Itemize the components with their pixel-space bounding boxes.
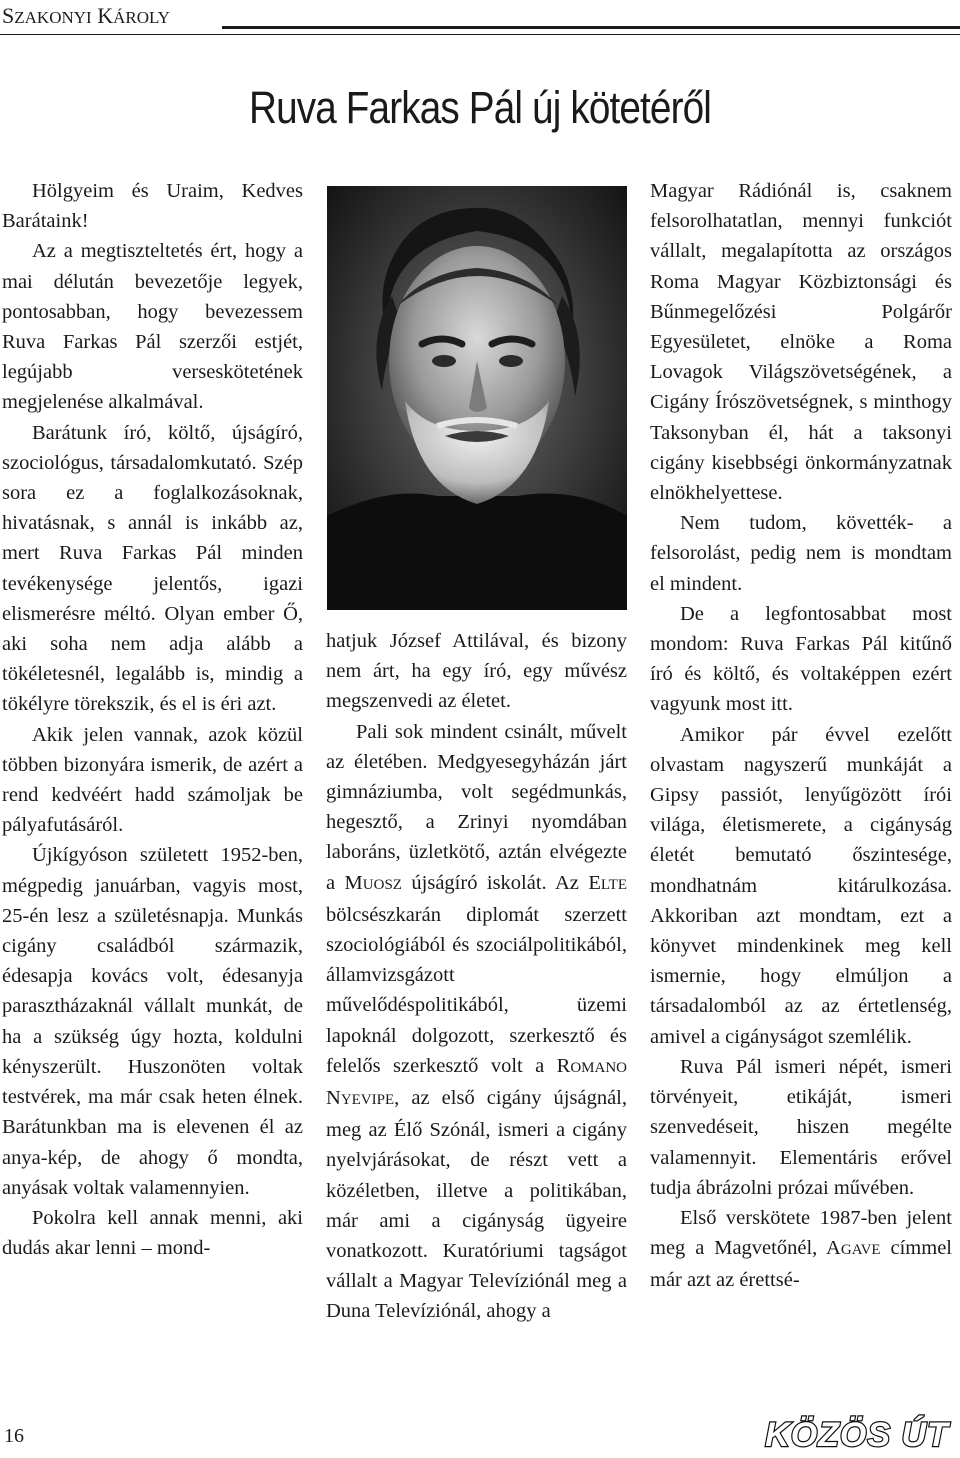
abbr-small-caps: UOSZ <box>362 876 402 893</box>
paragraph: Magyar Rádiónál is, csaknem felsorolhatatlan, mennyi funkciót vállalt, megalapította az országos Roma Magyar Közbiztonsági és Bűnmegelőzési Polgárőr Egyesületet, elnöke a Roma Lovagok Világszövetségének, a Cigány Írószövetségnek, s minthogy Taksonyban él, hát a taksonyi cigány kisebbségi önkormányzatnak elnökhelyettese. <box>650 180 952 505</box>
author-rest-1: ZAKONYI <box>14 8 92 27</box>
abbr-initial: A <box>826 1237 841 1260</box>
text-run: Első verskötete 1987-ben jelent meg a Magvetőnél, <box>650 1206 952 1260</box>
author-portrait-photo <box>327 186 627 610</box>
paragraph: De a legfontosabbat most mondom: Ruva Farkas Pál kitűnő író és költő, és voltaképpen ezért vagyunk most itt. <box>650 602 952 716</box>
text-column-2 <box>326 626 627 1327</box>
paragraph: Az a megtiszteltetés ért, hogy a mai délután bevezetője legyek, pontosabban, hogy bevezessem Ruva Farkas Pál szerzői estjét, legújabb verseskötetének megjelenése alkalmával. <box>2 240 303 414</box>
text-run: , az első cigány újságnál, meg az Élő Szónál, ismeri a cigány nyelvjárásokat, de részt vett a közéletben, illetve a politikában, már ami a cigányság ügyeire vonatkozott. Kuratóriumi tagságot vállalt a Magyar Televíziónál meg a Duna Televíziónál, ahogy a <box>326 1087 627 1323</box>
abbr-small-caps: GAVE <box>840 1242 881 1259</box>
author-initial-2: K <box>97 3 114 28</box>
article-title: Ruva Farkas Pál új kötetéről <box>248 82 712 133</box>
abbr-initial: N <box>326 1087 341 1110</box>
portrait-image <box>327 186 627 610</box>
paragraph: Pokolra kell annak menni, aki dudás akar lenni – mond- <box>2 1206 303 1260</box>
page-number: 16 <box>4 1425 24 1447</box>
text-run: címmel már azt az érettsé- <box>650 1237 952 1292</box>
journal-logo-text: KÖZÖS ÚT <box>765 1416 949 1453</box>
text-run: Pali sok mindent csinált, művelt az életében. Medgyesegyházán járt gimnáziumba, volt segédmunkás, hegesztő, a Zrinyi nyomdában laboráns, üzletkötő, aztán elvégezte a <box>326 720 627 894</box>
header-rule-thick <box>222 26 960 29</box>
paragraph: Barátunk író, költő, újságíró, szociológus, társadalomkutató. Szép sora ez a foglalkozásoknak, hivatásnak, s annál is inkább az, mert Ruva Farkas Pál minden tevékenysége jelentős, igazi elismerésre méltó. Olyan ember Ő, aki soha nem adja alább a tökéletesnél, legalább is, mindig a tökélyre törekszik, és el is éri azt. <box>2 421 303 716</box>
abbr-initial: R <box>556 1054 571 1077</box>
paragraph: hatjuk József Attilával, és bizony nem árt, ha egy író, egy művész megszenvedi az életet. <box>326 630 627 713</box>
abbr-small-caps: YEVIPE <box>340 1092 395 1109</box>
abbr-small-caps: OMANO <box>570 1059 627 1076</box>
author-rest-2: ÁROLY <box>113 8 170 27</box>
running-head-author <box>2 2 170 32</box>
author-initial-1: S <box>2 3 15 28</box>
paragraph <box>650 1203 952 1296</box>
text-column-3 <box>650 176 952 1296</box>
paragraph <box>326 717 627 1327</box>
paragraph: Ruva Pál ismeri népét, ismeri törvényeit, etikáját, ismeri szenvedéseit, hiszen megélte valamennyit. Elementáris erővel tudja ábrázolni prózai művében. <box>650 1055 952 1199</box>
paragraph: Újkígyóson született 1952-ben, mégpedig januárban, vagyis most, 25-én lesz a születésnapja. Munkás cigány családból származik, édesapja kovács volt, édesanyja parasztházaknál vállalt munkát, de ha a szükség úgy hozta, koldulni kényszerült. Huszonöten voltak testvérek, ma már csak heten élnek. Barátunkban ma is elevenen él az anya-kép, de ahogy ő mondta, anyásak voltak valamennyien. <box>2 844 303 1199</box>
paragraph: Hölgyeim és Uraim, Kedves Barátaink! <box>2 180 303 233</box>
abbr-small-caps: LTE <box>600 876 627 893</box>
journal-logo <box>762 1413 952 1458</box>
header-rule-thin <box>0 34 960 35</box>
paragraph: Nem tudom, követték- a felsorolást, pedig nem is mondtam el mindent. <box>650 512 952 595</box>
paragraph: Akik jelen vannak, azok közül többen bizonyára ismerik, de azért a rend kedvéért hadd számoljak be pályafutásáról. <box>2 723 303 837</box>
text-run: bölcsészkarán diplomát szerzett szociológiából és szociálpolitikából, államvizsgázott művelődéspolitikából, üzemi lapoknál dolgozott, szerkesztő és felelős szerkesztő volt a <box>326 903 627 1077</box>
paragraph: Amikor pár évvel ezelőtt olvastam nagyszerű munkáját a Gipsy passiót, lenyűgözött írói világa, életismerete, a cigányság életét bemutató őszintesége, mondhatnám kitárulkozása. Akkoriban azt mondtam, ezt a könyvet mindenkinek meg kell ismernie, hogy elmúljon a társadalomból az az értetlenség, amivel a cigányságot szemlélik. <box>650 723 952 1048</box>
abbr-initial: M <box>344 871 363 894</box>
text-run: újságíró iskolát. Az <box>401 871 589 894</box>
abbr-initial: E <box>588 871 601 894</box>
text-column-1 <box>2 176 303 1263</box>
